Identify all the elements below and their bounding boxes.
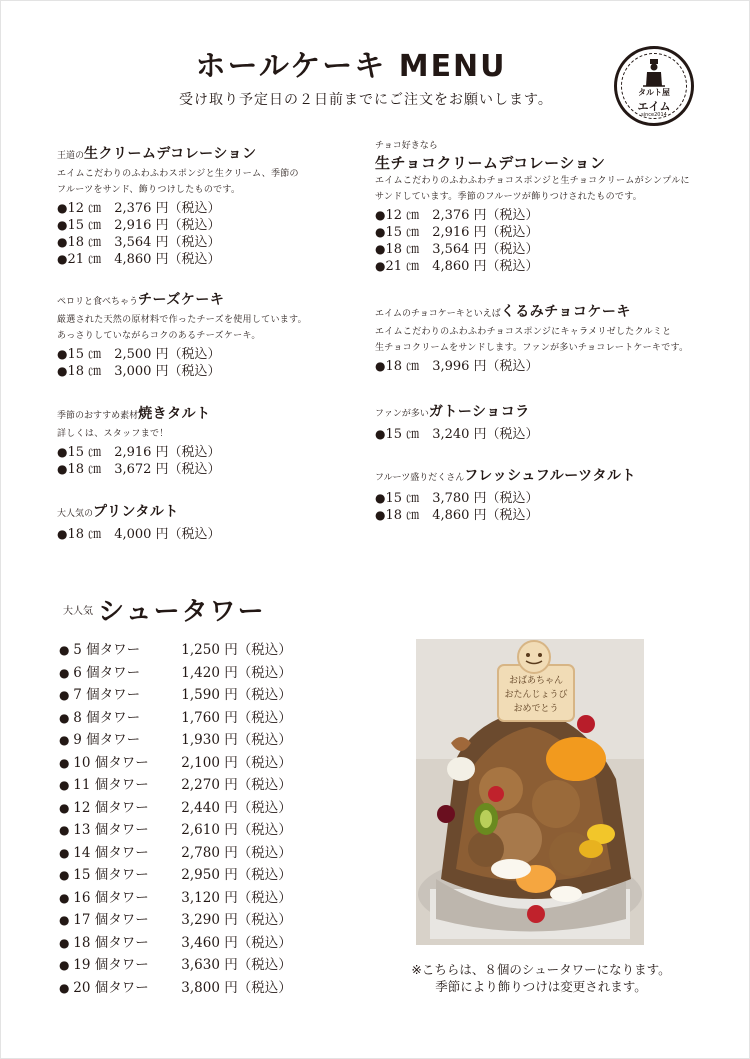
size: 18 ㎝ <box>67 235 102 250</box>
item-tag: チョコ好きなら <box>375 141 438 151</box>
size: 15 ㎝ <box>385 427 420 442</box>
price: 3,564 円（税込） <box>432 242 539 257</box>
tower-count: 17 個タワー <box>73 912 149 928</box>
tower-price: 2,270 円（税込） <box>181 777 292 793</box>
plaque-line: おめでとう <box>513 704 559 714</box>
tower-price: 2,100 円（税込） <box>181 754 292 771</box>
size: 21 ㎝ <box>385 259 420 274</box>
size: 15 ㎝ <box>385 491 420 506</box>
price-row: ●18 ㎝ 3,564 円（税込） <box>57 235 221 250</box>
price-row: ●18 ㎝ 4,860 円（税込） <box>375 508 539 523</box>
price: 3,672 円（税込） <box>114 462 221 477</box>
tower-count: 19 個タワー <box>73 957 149 973</box>
price-row: ●18 ㎝ 4,000 円（税込） <box>57 527 221 542</box>
desc-line: 厳選された天然の原材料で作ったチーズを使用しています。 <box>57 315 307 325</box>
price-row: ●15 ㎝ 2,916 円（税込） <box>57 445 221 460</box>
shop-logo <box>614 46 694 126</box>
logo-name: タルト屋 <box>638 88 670 97</box>
price-row: ●15 ㎝ 2,500 円（税込） <box>57 347 221 362</box>
item-tag: 季節のおすすめ素材 <box>57 411 139 421</box>
menu-item-fresh-cream <box>57 143 299 268</box>
photo-note <box>351 961 731 995</box>
tower-count: 12 個タワー <box>73 799 149 816</box>
item-description <box>375 173 690 205</box>
desc-line: エイムこだわりのふわふわチョコスポンジにキャラメリゼしたクルミと <box>375 327 672 337</box>
bullet: ● <box>59 800 74 815</box>
tower-row <box>59 864 292 887</box>
item-tag: 王道の <box>57 151 85 161</box>
desc-line: エイムこだわりのふわふわスポンジと生クリーム、季節の <box>57 169 299 179</box>
price: 3,000 円（税込） <box>114 364 221 379</box>
bullet: ● <box>59 733 74 747</box>
item-description <box>375 324 688 356</box>
desc-line: 生チョコクリームをサンドします。ファンが多いチョコレートケーキです。 <box>375 343 689 353</box>
tower-count: 15 個タワー <box>73 867 149 883</box>
size: 12 ㎝ <box>385 208 420 223</box>
item-tag: ファンが多い <box>375 409 429 419</box>
size: 18 ㎝ <box>385 359 420 374</box>
price: 2,916 円（税込） <box>114 218 221 233</box>
chef-figure-icon <box>641 58 667 88</box>
price-row: ●15 ㎝ 2,916 円（税込） <box>57 218 221 233</box>
tower-tag: 大人気 <box>63 606 93 617</box>
item-header <box>57 289 307 312</box>
menu-item-pudding-tart <box>57 501 221 543</box>
price: 3,240 円（税込） <box>432 427 539 442</box>
tower-count: 11 個タワー <box>73 777 149 793</box>
price-row: ●12 ㎝ 2,376 円（税込） <box>375 208 539 223</box>
item-tag: 大人気の <box>57 509 94 519</box>
item-tag: エイムのチョコケーキといえば <box>375 309 501 319</box>
plaque-line: おたんじょうび <box>504 690 568 700</box>
item-description <box>57 166 299 198</box>
tower-row <box>59 752 292 775</box>
size: 18 ㎝ <box>67 364 102 379</box>
price: 4,860 円（税込） <box>432 508 539 523</box>
bullet: ● <box>59 845 74 860</box>
bullet: ● <box>59 710 74 725</box>
item-name: プリンタルト <box>93 504 179 520</box>
price-row: ●15 ㎝ 2,916 円（税込） <box>375 225 539 240</box>
tower-row <box>59 954 292 977</box>
size: 12 ㎝ <box>67 201 102 216</box>
note-line: 季節により飾りつけは変更されます。 <box>435 979 647 994</box>
tower-price: 3,120 円（税込） <box>181 889 292 906</box>
item-header <box>375 401 539 424</box>
price: 4,860 円（税込） <box>114 252 221 267</box>
tower-row <box>59 887 292 910</box>
bullet: ● <box>59 643 74 657</box>
tower-row <box>59 909 292 932</box>
item-tag: フルーツ盛りだくさん <box>375 473 465 483</box>
tower-price: 1,420 円（税込） <box>181 664 292 681</box>
desc-line: 詳しくは、スタッフまで！ <box>57 429 169 439</box>
item-name: 生チョコクリームデコレーション <box>375 154 606 172</box>
tower-price: 1,760 円（税込） <box>181 709 292 726</box>
price-row: ●18 ㎝ 3,000 円（税込） <box>57 364 221 379</box>
item-header <box>57 403 221 426</box>
bullet: ● <box>59 890 74 905</box>
tower-count: 9 個タワー <box>73 732 141 748</box>
item-tag: ペロリと食べちゃう <box>57 297 139 307</box>
item-name: 焼きタルト <box>138 406 211 422</box>
price: 2,376 円（税込） <box>432 208 539 223</box>
bullet: ● <box>59 935 74 950</box>
size: 15 ㎝ <box>385 225 420 240</box>
size: 18 ㎝ <box>385 508 420 523</box>
price-row: ●12 ㎝ 2,376 円（税込） <box>57 201 221 216</box>
price: 2,916 円（税込） <box>432 225 539 240</box>
tower-row <box>59 639 292 662</box>
tower-row <box>59 662 292 685</box>
tower-heading <box>63 591 266 628</box>
price-row: ●18 ㎝ 3,564 円（税込） <box>375 242 539 257</box>
tower-price: 3,800 円（税込） <box>181 979 292 996</box>
bullet: ● <box>59 980 74 995</box>
bullet: ● <box>59 868 74 882</box>
tower-count: 20 個タワー <box>73 979 149 996</box>
page-subtitle: 受け取り予定日の２日前までにご注文をお願いします。 <box>179 92 553 108</box>
size: 18 ㎝ <box>67 462 102 477</box>
tower-price-list <box>59 639 292 999</box>
price-list <box>375 358 688 375</box>
tower-count: 18 個タワー <box>73 934 149 951</box>
price-list <box>375 426 539 443</box>
price: 3,564 円（税込） <box>114 235 221 250</box>
desc-line: フルーツをサンド、飾りつけしたものです。 <box>57 185 241 195</box>
size: 18 ㎝ <box>67 527 102 542</box>
tower-row <box>59 707 292 730</box>
item-description <box>57 426 221 442</box>
price-row: ●21 ㎝ 4,860 円（税込） <box>57 252 221 267</box>
price: 4,860 円（税込） <box>432 259 539 274</box>
tower-count: 13 個タワー <box>73 822 149 838</box>
tower-price: 1,930 円（税込） <box>181 732 292 748</box>
tower-price: 2,610 円（税込） <box>181 822 292 838</box>
tower-row <box>59 977 292 1000</box>
price: 3,996 円（税込） <box>432 359 539 374</box>
menu-item-fruit-tart <box>375 465 636 524</box>
tower-count: 6 個タワー <box>73 664 141 681</box>
item-name: ガトーショコラ <box>428 404 530 420</box>
tower-row <box>59 729 292 752</box>
price: 2,376 円（税込） <box>114 201 221 216</box>
bullet: ● <box>59 665 74 680</box>
size: 21 ㎝ <box>67 252 102 267</box>
tower-row <box>59 797 292 820</box>
price: 3,780 円（税込） <box>432 491 539 506</box>
tower-price: 1,590 円（税込） <box>181 687 292 703</box>
tower-count: 10 個タワー <box>73 754 149 771</box>
bullet: ● <box>59 778 74 792</box>
size: 15 ㎝ <box>67 445 102 460</box>
logo-shop-name: エイム <box>637 100 671 113</box>
size: 15 ㎝ <box>67 218 102 233</box>
page-title: ホールケーキ MENU <box>195 49 507 84</box>
price-list <box>57 444 221 478</box>
bullet: ● <box>59 755 74 770</box>
size: 18 ㎝ <box>385 242 420 257</box>
tower-price: 2,780 円（税込） <box>181 844 292 861</box>
item-header <box>375 301 688 324</box>
item-name: くるみチョコケーキ <box>500 304 631 320</box>
item-name: チーズケーキ <box>138 292 225 308</box>
price: 2,500 円（税込） <box>114 347 221 362</box>
tower-count: 16 個タワー <box>73 889 149 906</box>
desc-line: サンドしています。季節のフルーツが飾りつけされたものです。 <box>375 192 643 202</box>
bullet: ● <box>59 958 74 972</box>
tower-price: 3,460 円（税込） <box>181 934 292 951</box>
tower-count: 14 個タワー <box>73 844 149 861</box>
logo-since: since2014 <box>641 112 667 118</box>
plaque-line: おばあちゃん <box>508 676 564 686</box>
price-row: ●18 ㎝ 3,996 円（税込） <box>375 359 539 374</box>
tower-row <box>59 932 292 955</box>
desc-line: エイムこだわりのふわふわチョコスポンジと生チョコクリームがシンプルに <box>375 176 690 186</box>
tower-row <box>59 774 292 797</box>
item-header <box>57 501 221 524</box>
tower-row <box>59 842 292 865</box>
tower-price: 1,250 円（税込） <box>181 642 292 658</box>
item-header <box>375 465 636 488</box>
tower-title: シュータワー <box>98 597 266 627</box>
tower-price: 2,440 円（税込） <box>181 799 292 816</box>
tower-price: 3,290 円（税込） <box>181 912 292 928</box>
price-row: ●15 ㎝ 3,240 円（税込） <box>375 427 539 442</box>
item-name: フレッシュフルーツタルト <box>464 468 637 484</box>
tower-price: 2,950 円（税込） <box>181 867 292 883</box>
menu-item-gateau-chocolat <box>375 401 539 443</box>
tower-price: 3,630 円（税込） <box>181 957 292 973</box>
price-row: ●15 ㎝ 3,780 円（税込） <box>375 491 539 506</box>
price-list <box>57 346 307 380</box>
price: 2,916 円（税込） <box>114 445 221 460</box>
price-row: ●21 ㎝ 4,860 円（税込） <box>375 259 539 274</box>
note-line: ※こちらは、８個のシュータワーになります。 <box>411 962 671 977</box>
price-list <box>57 200 299 268</box>
size: 15 ㎝ <box>67 347 102 362</box>
price: 4,000 円（税込） <box>114 527 221 542</box>
tower-count: 8 個タワー <box>73 709 141 726</box>
price-list <box>375 490 636 524</box>
price-list <box>57 526 221 543</box>
tower-count: 5 個タワー <box>73 642 141 658</box>
tower-row <box>59 684 292 707</box>
tower-count: 7 個タワー <box>73 687 141 703</box>
tower-row <box>59 819 292 842</box>
menu-item-cheesecake <box>57 289 307 380</box>
menu-item-choco-cream <box>375 139 690 275</box>
bullet: ● <box>59 688 74 702</box>
price-row: ●18 ㎝ 3,672 円（税込） <box>57 462 221 477</box>
price-list <box>375 207 690 275</box>
bullet: ● <box>59 823 74 837</box>
menu-item-baked-tart <box>57 403 221 478</box>
menu-item-walnut-choco <box>375 301 688 375</box>
desc-line: あっさりしていながらコクのあるチーズケーキ。 <box>57 331 261 341</box>
item-description <box>57 312 307 344</box>
item-name: 生クリームデコレーション <box>84 146 257 162</box>
item-header <box>57 143 299 166</box>
choux-tower-photo <box>416 639 644 945</box>
bullet: ● <box>59 913 74 927</box>
